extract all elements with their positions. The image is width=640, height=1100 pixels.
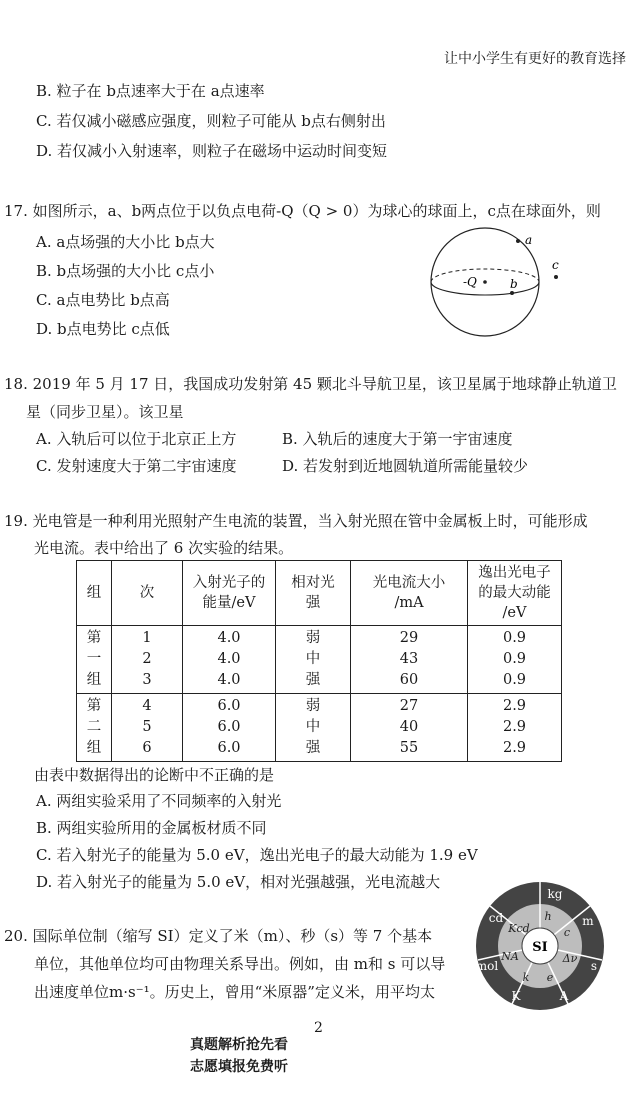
wheel-inner-na: NA [501,950,519,963]
q20-line3: 出速度单位m·s⁻¹。历史上，曾用“米原器”定义米，用平均太 [34,983,435,1001]
q17-option-c: C. a点电势比 b点高 [36,291,170,309]
table-group-1 [77,626,562,694]
group-1-trials: 1 2 3 [112,626,183,694]
q17-sphere-figure [425,222,575,342]
wheel-outer-m: m [582,914,594,928]
group-1-energies: 4.0 4.0 4.0 [183,626,276,694]
q18-stem-line2: 星（同步卫星）。该卫星 [26,403,184,421]
group-1-intensities: 弱 中 强 [276,626,351,694]
group-1-kinetics: 0.9 0.9 0.9 [468,626,562,694]
group-2-intensities: 弱 中 强 [276,694,351,762]
page-number: 2 [314,1020,323,1036]
wheel-outer-cd: cd [488,911,504,925]
q17-option-b: B. b点场强的大小比 c点小 [36,262,215,280]
footer-line1: 真题解析抢先看 [190,1037,288,1053]
q19-question: 由表中数据得出的论断中不正确的是 [34,766,275,784]
q16-option-d: D. 若仅减小入射速率，则粒子在磁场中运动时间变短 [36,142,388,160]
q19-stem-line1: 19. 光电管是一种利用光照射产生电流的装置，当入射光照在管中金属板上时，可能形成 [4,512,588,530]
table-group-2 [77,694,562,762]
group-2-energies: 6.0 6.0 6.0 [183,694,276,762]
header-trial: 次 [112,561,183,626]
header-intensity: 相对光 强 [276,561,351,626]
point-c-label: c [552,258,559,272]
footer-line2: 志愿填报免费听 [190,1059,288,1075]
wheel-inner-e: e [546,971,554,984]
point-b-label: b [510,277,518,291]
q18-option-b: B. 入轨后的速度大于第一宇宙速度 [282,430,513,448]
q19-stem-line2: 光电流。表中给出了 6 次实验的结果。 [34,539,294,557]
q20-line2: 单位，其他单位均可由物理关系导出。例如，由 m和 s 可以导 [34,955,446,973]
q18-option-d: D. 若发射到近地圆轨道所需能量较少 [282,457,529,475]
q18-option-a: A. 入轨后可以位于北京正上方 [36,430,237,448]
q19-option-c: C. 若入射光子的能量为 5.0 eV，逸出光电子的最大动能为 1.9 eV [36,846,478,864]
header-kinetic: 逸出光电子 的最大动能 /eV [468,561,562,626]
group-1-currents: 29 43 60 [351,626,468,694]
wheel-outer-a: A [559,989,569,1003]
page-header-slogan: 让中小学生有更好的教育选择 [444,51,626,67]
point-a [516,239,520,243]
wheel-outer-mol: mol [475,959,499,973]
group-2-currents: 27 40 55 [351,694,468,762]
charge-point [483,280,487,284]
header-current: 光电流大小 /mA [351,561,468,626]
header-energy: 入射光子的 能量/eV [183,561,276,626]
table-header-row [77,561,562,626]
group-2-label: 第 二 组 [77,694,112,762]
q18-stem-line1: 18. 2019 年 5 月 17 日，我国成功发射第 45 颗北斗导航卫星，该卫星属于地球静止轨道卫 [4,375,617,393]
q17-stem: 17. 如图所示，a、b两点位于以负点电荷-Q（Q > 0）为球心的球面上，c点在球面外，则 [4,202,601,220]
group-1-label: 第 一 组 [77,626,112,694]
wheel-inner-dnu: Δν [562,952,578,965]
point-b [510,291,514,295]
wheel-inner-k: k [522,971,530,984]
wheel-outer-s: s [590,959,598,973]
q17-option-d: D. b点电势比 c点低 [36,320,170,338]
wheel-inner-kcd: Kcd [508,922,530,935]
q19-option-a: A. 两组实验采用了不同频率的入射光 [36,792,282,810]
point-a-label: a [525,233,533,247]
header-group: 组 [77,561,112,626]
q19-option-b: B. 两组实验所用的金属板材质不同 [36,819,267,837]
wheel-inner-h: h [544,910,552,923]
q20-line1: 20. 国际单位制（缩写 SI）定义了米（m）、秒（s）等 7 个基本 [4,927,433,945]
q17-option-a: A. a点场强的大小比 b点大 [36,233,215,251]
group-2-kinetics: 2.9 2.9 2.9 [468,694,562,762]
q19-option-d: D. 若入射光子的能量为 5.0 eV，相对光强越强，光电流越大 [36,873,441,891]
charge-label: -Q [463,275,477,289]
wheel-outer-k: K [511,989,521,1003]
wheel-center-label: SI [532,940,548,955]
q16-option-b: B. 粒子在 b点速率大于在 a点速率 [36,82,265,100]
group-2-trials: 4 5 6 [112,694,183,762]
point-c [554,275,558,279]
wheel-inner-c: c [563,926,571,939]
si-units-wheel [474,880,606,1012]
wheel-outer-kg: kg [547,887,563,901]
sphere-equator-front [431,282,539,295]
q18-option-c: C. 发射速度大于第二宇宙速度 [36,457,237,475]
q16-option-c: C. 若仅减小磁感应强度，则粒子可能从 b点右侧射出 [36,112,386,130]
sphere-equator-back [431,269,539,282]
q19-results-table [76,560,562,762]
